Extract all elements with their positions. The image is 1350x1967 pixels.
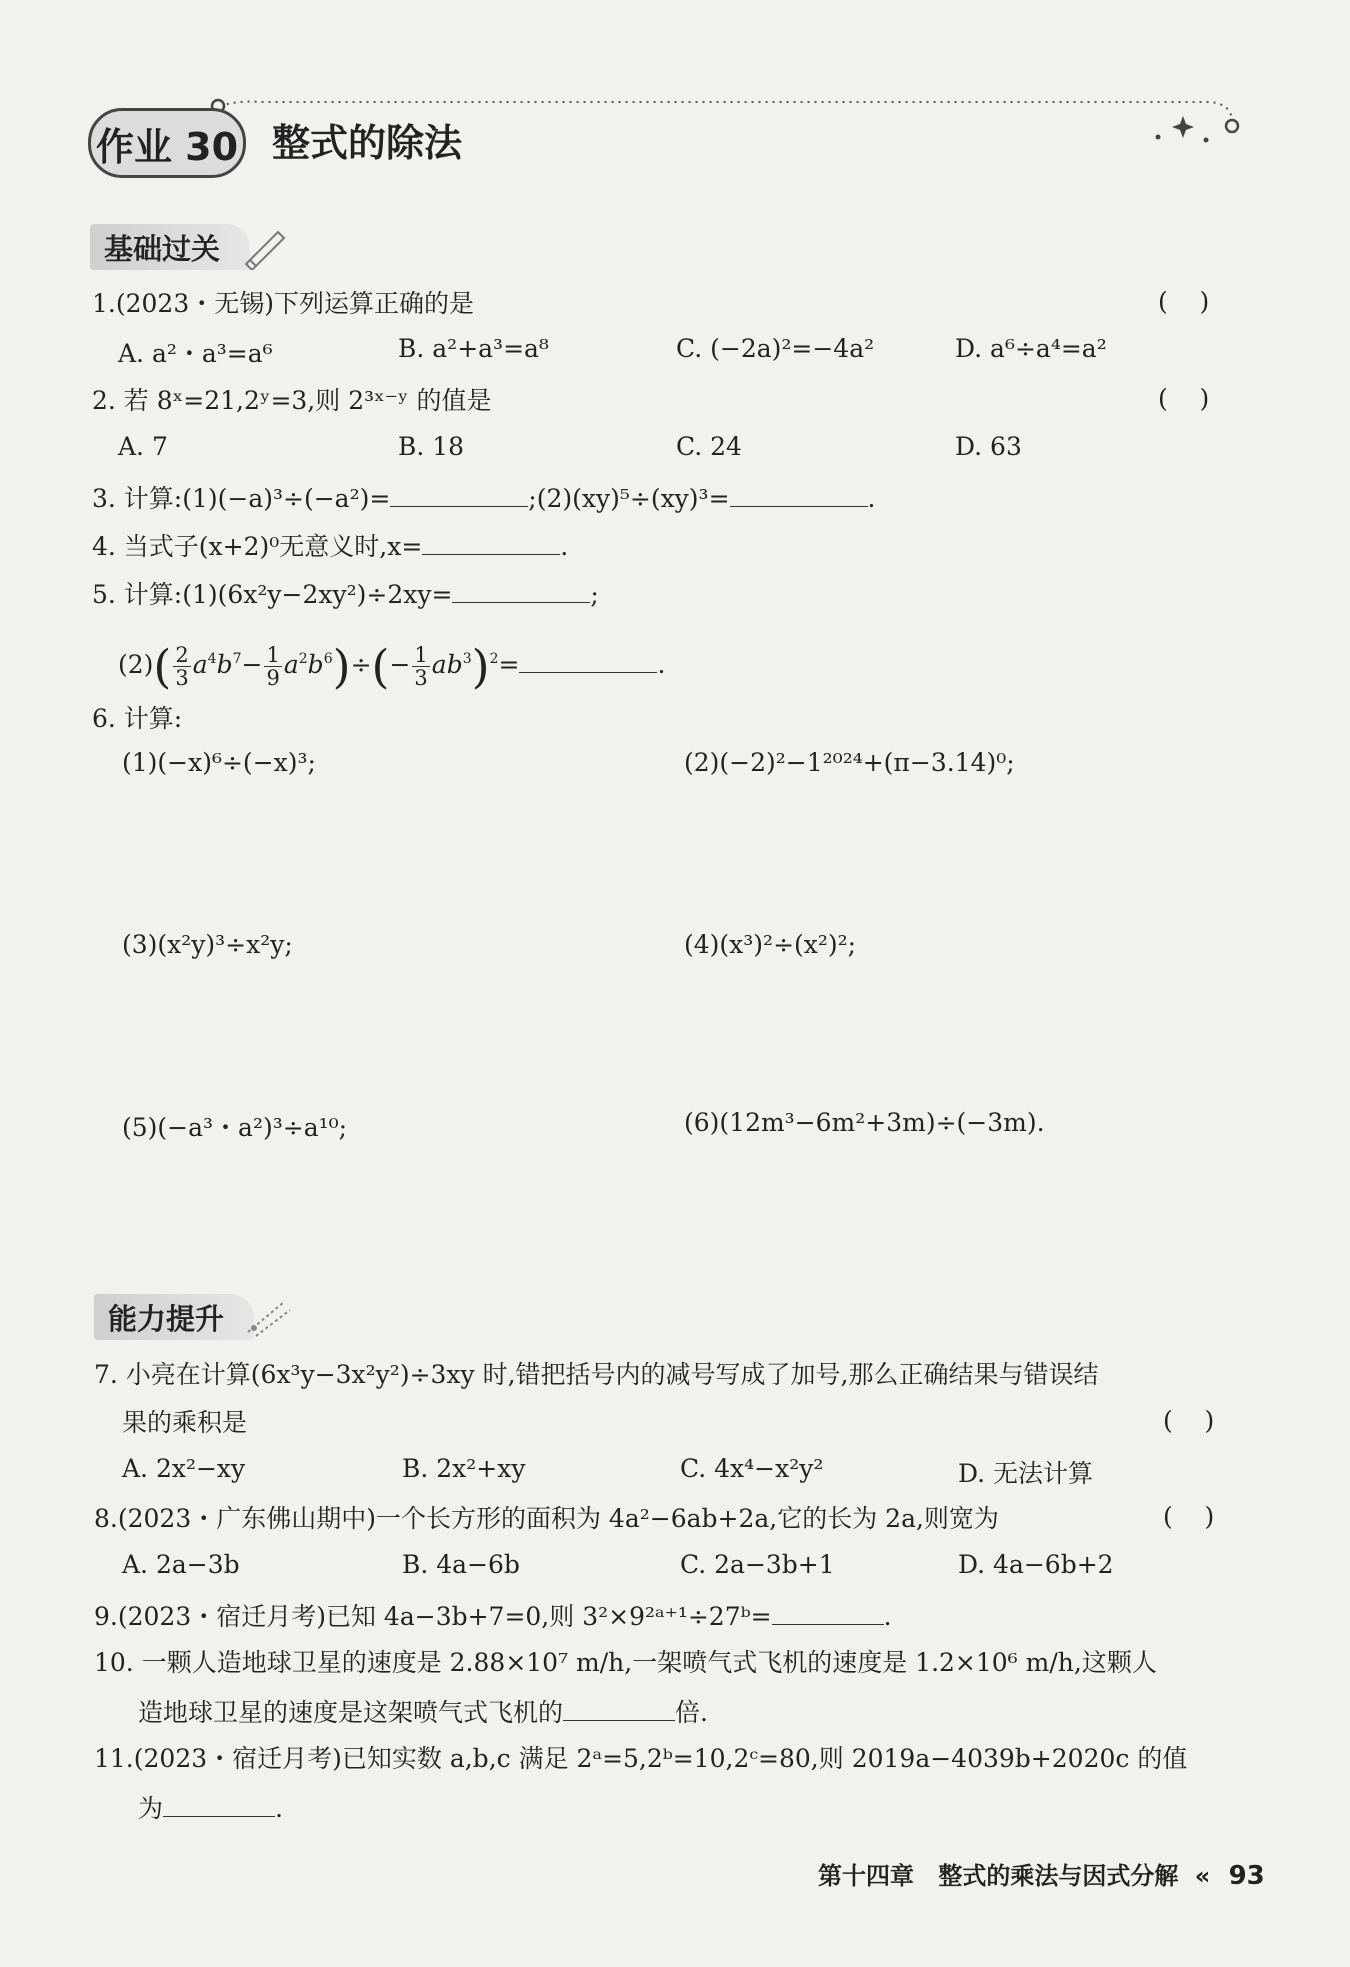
q2-option-c: C. 24	[676, 432, 742, 461]
q3-end: .	[867, 484, 876, 513]
q3-part2: ;(2)(xy)⁵÷(xy)³=	[528, 484, 730, 513]
q7-answer-bracket: ( )	[1163, 1406, 1215, 1435]
q7-option-c: C. 4x⁴−x²y²	[680, 1454, 824, 1483]
q5-line2: (2)( $\frac{2}{3}$ $a^4b^7-$ $\frac{1}{9}$ $a^2b^6)\div(-$ $\frac{1}{3}$ $ab^3)^2=$ .	[118, 639, 666, 694]
q4-end: .	[560, 532, 569, 561]
q5-part2-end: .	[657, 650, 666, 679]
q5-line1	[92, 576, 599, 612]
q6-item-4: (4)(x³)²÷(x²)²;	[684, 930, 857, 959]
section-basic-tab	[90, 224, 250, 270]
q1-option-d: D. a⁶÷a⁴=a²	[955, 334, 1107, 363]
q1-option-a: A. a²・a³=a⁶	[118, 339, 273, 368]
q9-end: .	[883, 1602, 892, 1631]
q5-part1-end: ;	[590, 580, 599, 609]
q6-item-6: (6)(12m³−6m²+3m)÷(−3m).	[684, 1108, 1045, 1137]
q8-option-c: C. 2a−3b+1	[680, 1550, 835, 1579]
q9	[94, 1598, 892, 1634]
q8-option-b: B. 4a−6b	[402, 1550, 520, 1579]
q6-stem: 6. 计算:	[92, 704, 183, 733]
q11-end: .	[275, 1794, 283, 1823]
q2-option-b: B. 18	[398, 432, 465, 461]
q10-text: 造地球卫星的速度是这架喷气式飞机的	[138, 1698, 564, 1727]
q1-option-c: C. (−2a)²=−4a²	[676, 334, 875, 363]
q2-option-d: D. 63	[955, 432, 1022, 461]
q10-end: 倍.	[675, 1698, 708, 1727]
page-number: 93	[1228, 1861, 1265, 1891]
page-title: 整式的除法	[272, 121, 463, 165]
q7-line1: 7. 小亮在计算(6x³y−3x²y²)÷3xy 时,错把括号内的减号写成了加号,那么正确结果与错误结	[94, 1360, 1099, 1389]
q11-blank[interactable]	[163, 1790, 275, 1817]
q5-part2-prefix: (2)	[118, 650, 154, 679]
q3-blank-1[interactable]	[390, 480, 528, 507]
q2-option-a: A. 7	[118, 432, 168, 461]
section-advanced-label: 能力提升	[108, 1301, 225, 1336]
q10-line2	[138, 1694, 708, 1730]
q8-option-d: D. 4a−6b+2	[958, 1550, 1114, 1579]
sparkle-icon	[244, 1296, 294, 1338]
q7-option-d: D. 无法计算	[958, 1459, 1094, 1488]
q11-line2	[138, 1790, 283, 1826]
q7-option-a: A. 2x²−xy	[122, 1454, 246, 1483]
q4-blank[interactable]	[422, 528, 560, 555]
q3	[92, 480, 875, 516]
q6-item-2: (2)(−2)²−1²⁰²⁴+(π−3.14)⁰;	[684, 748, 1015, 777]
q11-text: 为	[138, 1794, 164, 1823]
pencil-icon	[240, 226, 290, 270]
section-advanced-tab	[94, 1294, 254, 1340]
footer-chapter-title: 整式的乘法与因式分解	[938, 1862, 1179, 1890]
q1-stem: 1.(2023・无锡)下列运算正确的是	[92, 289, 474, 318]
section-basic-label: 基础过关	[104, 231, 221, 266]
q1-option-b: B. a²+a³=a⁸	[398, 334, 549, 363]
homework-badge: 作业 30	[88, 108, 246, 178]
q4-text: 4. 当式子(x+2)⁰无意义时,x=	[92, 532, 423, 561]
q2-answer-bracket: ( )	[1158, 384, 1210, 413]
q10-line1: 10. 一颗人造地球卫星的速度是 2.88×10⁷ m/h,一架喷气式飞机的速度是 1.2×10⁶ m/h,这颗人	[94, 1648, 1157, 1677]
q11-line1: 11.(2023・宿迁月考)已知实数 a,b,c 满足 2ᵃ=5,2ᵇ=10,2ᶜ=80,则 2019a−4039b+2020c 的值	[94, 1744, 1188, 1773]
q5-part1: 5. 计算:(1)(6x²y−2xy²)÷2xy=	[92, 580, 453, 609]
q9-text: 9.(2023・宿迁月考)已知 4a−3b+7=0,则 3²×9²ᵃ⁺¹÷27ᵇ=	[94, 1602, 772, 1631]
q6-item-5: (5)(−a³・a²)³÷a¹⁰;	[122, 1113, 348, 1142]
q5-blank-1[interactable]	[452, 576, 590, 603]
q8-stem: 8.(2023・广东佛山期中)一个长方形的面积为 4a²−6ab+2a,它的长为 2a,则宽为	[94, 1504, 999, 1533]
footer-chapter: 第十四章	[818, 1862, 914, 1890]
q1-answer-bracket: ( )	[1158, 287, 1210, 316]
q6-item-3: (3)(x²y)³÷x²y;	[122, 930, 293, 959]
q5-blank-2[interactable]	[519, 646, 657, 673]
q7-option-b: B. 2x²+xy	[402, 1454, 526, 1483]
q8-option-a: A. 2a−3b	[122, 1550, 240, 1579]
q10-blank[interactable]	[563, 1694, 675, 1721]
q4	[92, 528, 568, 564]
q8-answer-bracket: ( )	[1163, 1502, 1215, 1531]
page-footer	[818, 1856, 1265, 1891]
q6-item-1: (1)(−x)⁶÷(−x)³;	[122, 748, 316, 777]
q3-blank-2[interactable]	[730, 480, 868, 507]
q2-stem: 2. 若 8ˣ=21,2ʸ=3,则 2³ˣ⁻ʸ 的值是	[92, 386, 492, 415]
q9-blank[interactable]	[772, 1598, 884, 1625]
q7-line2: 果的乘积是	[122, 1408, 248, 1437]
q3-part1: 3. 计算:(1)(−a)³÷(−a²)=	[92, 484, 391, 513]
double-chevron-left-icon: «	[1194, 1862, 1211, 1890]
